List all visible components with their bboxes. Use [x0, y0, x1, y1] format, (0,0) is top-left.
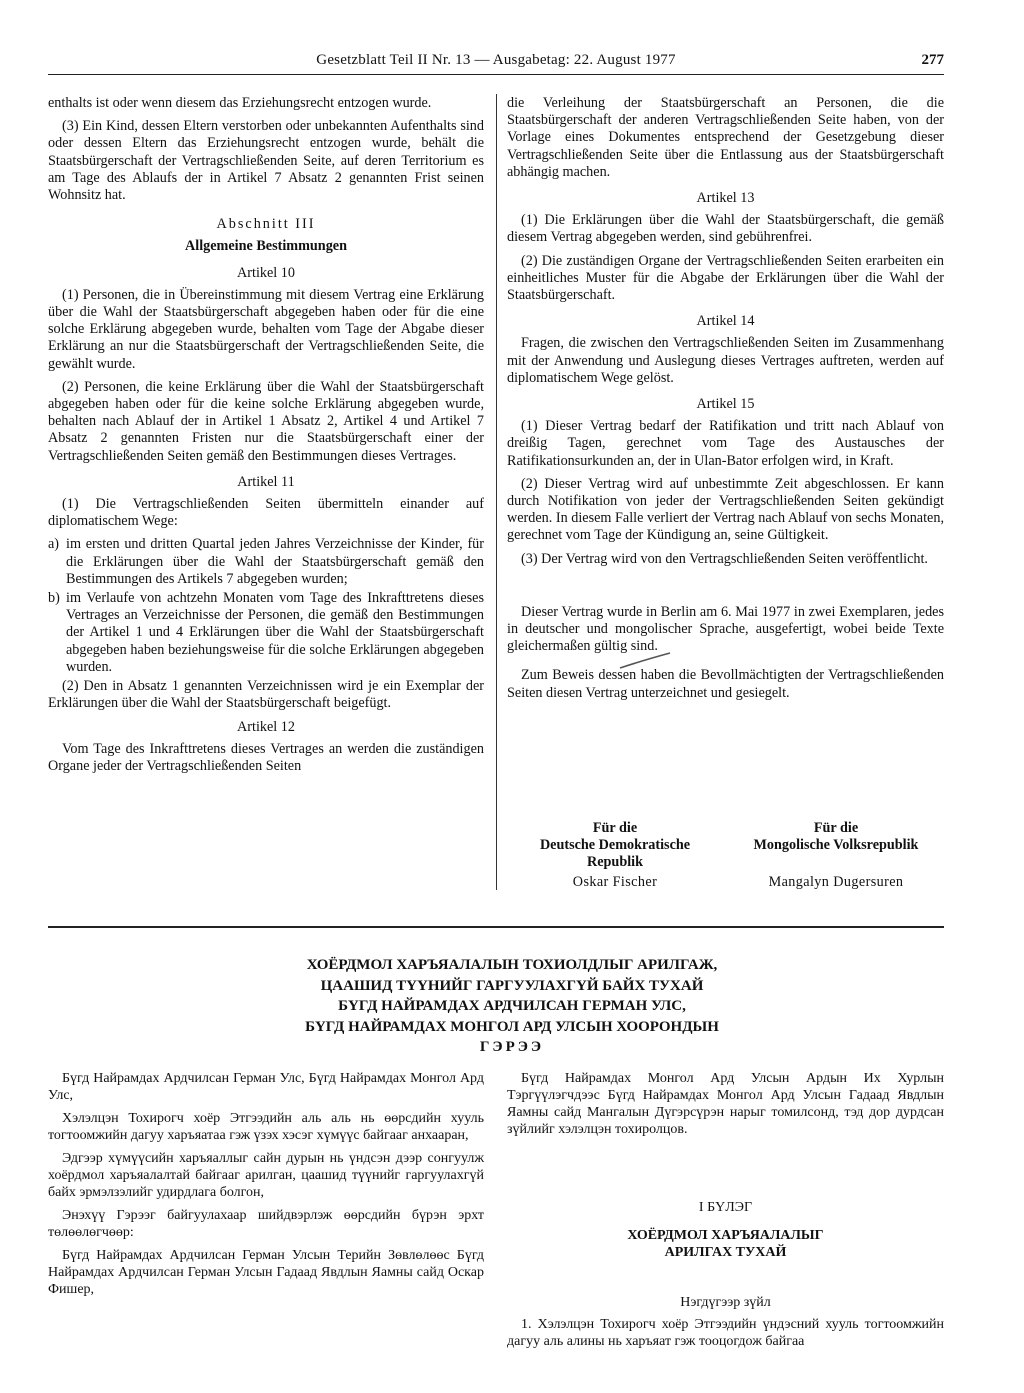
paragraph: die Verleihung der Staatsbürgerschaft an Personen, die die Staatsbürgerschaft der anderen Vertragschließenden Seite haben, von der Vorlage eines Dokumentes entsprechend der Gesetzgebung dieser Vertragschließenden Seite über die Entlassung aus der Staatsbürgerschaft abhängig machen. — [507, 95, 944, 180]
paragraph: (2) Die zuständigen Organe der Vertragschließenden Seiten erarbeiten ein einheitliches Muster für die Abgabe der Erklärungen über die Wahl der Staatsbürgerschaft. — [507, 252, 944, 304]
page-number: 277 — [921, 52, 944, 68]
title-line: БҮГД НАЙРАМДАХ МОНГОЛ АРД УЛСЫН ХООРОНДЫН — [305, 1018, 719, 1035]
paragraph: (2) Dieser Vertrag wird auf unbestimmte Zeit abgeschlossen. Er kann durch Notifikation von jeder der Vertragschließenden Seiten gekündigt werden. In diesem Falle verliert der Vertrag nach Ablauf von sechs Monaten, gerechnet vom Tage der Kündigung an, seine Gültigkeit. — [507, 475, 944, 544]
signatory-name: Mangalyn Dugersuren — [768, 874, 904, 890]
ink-stroke-mark — [618, 650, 678, 672]
paragraph: 1. Хэлэлцэн Тохирогч хоёр Этгээдийн үндэсний хууль тогтоомжийн дагуу аль алины нь харъяат гэж тооцогдож байгаа — [507, 1317, 944, 1349]
list-item — [48, 590, 484, 676]
signature-state: Deutsche Demokratische — [539, 837, 691, 853]
column-divider — [496, 94, 497, 890]
chapter-heading: I БҮЛЭГ — [698, 1200, 753, 1215]
signature-for: Für die — [592, 820, 638, 836]
left-column-mongolian — [48, 1070, 484, 1304]
section-title: Allgemeine Bestimmungen — [185, 238, 347, 255]
signature-for: Für die — [813, 820, 859, 836]
paragraph: Vom Tage des Inkrafttretens dieses Vertrages an werden die zuständigen Organe jeder der Vertragschließenden Seiten — [48, 740, 484, 774]
signature-block-mpr — [730, 820, 942, 891]
list-text: im ersten und dritten Quartal jeden Jahres Verzeichnisse der Kinder, für die Erklärungen über die Wahl der Staatsbürgerschaft gemäß den Bestimmungen des Artikels 7 abgegeben wurden; — [66, 536, 484, 587]
paragraph: Бүгд Найрамдах Монгол Ард Улсын Ардын Их Хурлын Тэргүүлэгчдээс Бүгд Найрамдах Монгол Ард Улсын Гадаад Явдлын Яамны сайд Мангалын Дүгэрсүрэн нарыг томилсонд, тэд дор дурдсан зүйлийг хэлэлцэн тохиролцов. — [507, 1071, 944, 1137]
article-heading: Artikel 15 — [696, 396, 755, 413]
paragraph: Dieser Vertrag wurde in Berlin am 6. Mai 1977 in zwei Exemplaren, jedes in deutscher und mongolischer Sprache, ausgefertigt, wobei beide Texte gleichermaßen gültig sind. — [507, 603, 944, 655]
section-divider — [48, 926, 944, 928]
article-heading: Artikel 13 — [696, 190, 755, 207]
paragraph: Fragen, die zwischen den Vertragschließenden Seiten im Zusammenhang mit der Anwendung und Auslegung dieses Vertrages auftreten, werden auf diplomatischem Wege gelöst. — [507, 335, 944, 386]
header-title: Gesetzblatt Teil II Nr. 13 — Ausgabetag: 22. August 1977 — [316, 52, 676, 68]
paragraph: Эдгээр хүмүүсийн харъяаллыг сайн дурын нь үндсэн дээр сонгуулж хоёрдмол харъяалалтай байгааг арилган, цаашид түүнийг гаргуулахгүй байх эрмэлзэлийг удирдлага болгон, — [48, 1151, 484, 1200]
paragraph: enthalts ist oder wenn diesem das Erziehungsrecht entzogen wurde. — [48, 95, 432, 111]
paragraph: (1) Die Erklärungen über die Wahl der Staatsbürgerschaft, die gemäß diesem Vertrag abgegeben werden, sind gebührenfrei. — [507, 212, 944, 246]
signature-state: Republik — [587, 854, 643, 870]
paragraph: (3) Der Vertrag wird von den Vertragschließenden Seiten veröffentlicht. — [521, 550, 928, 567]
paragraph: (1) Dieser Vertrag bedarf der Ratifikation und tritt nach Ablauf von dreißig Tagen, gerechnet vom Tage des Austausches der Ratifikationsurkunden an, der in Ulan-Bator erfolgen wird, in Kraft. — [507, 418, 944, 469]
list-marker: a) — [48, 536, 60, 553]
right-column-german — [507, 95, 944, 708]
signature-state: Mongolische Volksrepublik — [753, 837, 919, 853]
paragraph: Энэхүү Гэрээг байгуулахаар шийдвэрлэж өөрсдийн бүрэн эрхт төлөөлөгчөөр: — [48, 1208, 484, 1240]
paragraph: Zum Beweis dessen haben die Bevollmächtigten der Vertragschließenden Seiten diesen Vertrag unterzeichnet und gesiegelt. — [507, 667, 944, 701]
chapter-title: АРИЛГАХ ТУХАЙ — [664, 1245, 787, 1260]
paragraph: (1) Die Vertragschließenden Seiten übermitteln einander auf diplomatischem Wege: — [48, 496, 484, 530]
article-heading: Artikel 10 — [237, 264, 295, 281]
right-column-mongolian — [507, 1070, 944, 1356]
signatory-name: Oskar Fischer — [572, 874, 658, 890]
paragraph: Бүгд Найрамдах Ардчилсан Герман Улс, Бүгд Найрамдах Монгол Ард Улс, — [48, 1071, 484, 1103]
paragraph: (1) Personen, die in Übereinstimmung mit diesem Vertrag eine Erklärung über die Wahl der Staatsbürgerschaft abgegeben haben oder für die eine solche Erklärung abgegeben wurde, behalten vom Tage der Abgabe dieser Erklärung an nur die Staatsbürgerschaft der Vertragschließenden Seite, die gewählt wurde. — [48, 286, 484, 372]
list-item — [48, 536, 484, 588]
section-heading: Abschnitt III — [216, 216, 316, 233]
title-line: ЦААШИД ТҮҮНИЙГ ГАРГУУЛАХГҮЙ БАЙХ ТУХАЙ — [320, 977, 704, 994]
paragraph: (2) Den in Absatz 1 genannten Verzeichnissen wird je ein Exemplar der Erklärungen über die Wahl der Staatsbürgerschaft beigefügt. — [48, 678, 484, 712]
page-header — [48, 52, 944, 75]
article-heading: Нэгдүгээр зүйл — [680, 1295, 771, 1310]
signature-block-gdr — [515, 820, 715, 891]
list-marker: b) — [48, 590, 60, 607]
title-line: ХОЁРДМОЛ ХАРЪЯАЛАЛЫН ТОХИОЛДЛЫГ АРИЛГАЖ, — [306, 957, 718, 973]
chapter-title: ХОЁРДМОЛ ХАРЪЯАЛАЛЫГ — [627, 1228, 824, 1243]
left-column-german — [48, 95, 484, 781]
paragraph: Бүгд Найрамдах Ардчилсан Герман Улсын Терийн Зөвлөлөөс Бүгд Найрамдах Ардчилсан Герман Улсын Гадаад Явдлын Яамны сайд Оскар Фишер, — [48, 1248, 484, 1297]
paragraph: (2) Personen, die keine Erklärung über die Wahl der Staatsbürgerschaft abgegeben haben oder für die keine solche Erklärung abgegeben wurde, behalten nach Ablauf der in Artikel 1 Absatz 2, Artikel 4 und Artikel 7 Absatz 2 genannten Fristen nur die Staatsbürgerschaft einer der Vertragschließenden Seiten gemäß den Bestimmungen dieses Vertrages. — [48, 378, 484, 464]
article-heading: Artikel 12 — [237, 718, 295, 735]
title-line: ГЭРЭЭ — [479, 1039, 545, 1055]
article-heading: Artikel 14 — [696, 313, 755, 330]
mongolian-treaty-title — [200, 955, 824, 1058]
title-line: БҮГД НАЙРАМДАХ АРДЧИЛСАН ГЕРМАН УЛС, — [338, 998, 686, 1014]
list-text: im Verlaufe von achtzehn Monaten vom Tage des Inkrafttretens dieses Vertrages an Verzeichnisse der Personen, die gemäß den Bestimmungen der Artikel 1 und 4 Erklärungen über die Wahl der Staatsbürgerschaft abgegeben haben beziehungsweise für die solche Erklärungen abgegeben wurden. — [66, 590, 484, 675]
paragraph: (3) Ein Kind, dessen Eltern verstorben oder unbekannten Aufenthalts sind oder dessen Eltern das Erziehungsrecht entzogen wurde, behält die Staatsbürgerschaft der Vertragschließenden Seite, auf deren Territorium es am Tage des Ablaufs der in Artikel 7 Absatz 2 genannten Frist seinen Wohnsitz hat. — [48, 118, 484, 204]
article-heading: Artikel 11 — [237, 473, 295, 490]
paragraph: Хэлэлцэн Тохирогч хоёр Этгээдийн аль аль нь өөрсдийн хууль тогтоомжийн дагуу харъяатаа гэж үзэх хэсэг хүмүүс байгааг анхааран, — [48, 1111, 484, 1143]
